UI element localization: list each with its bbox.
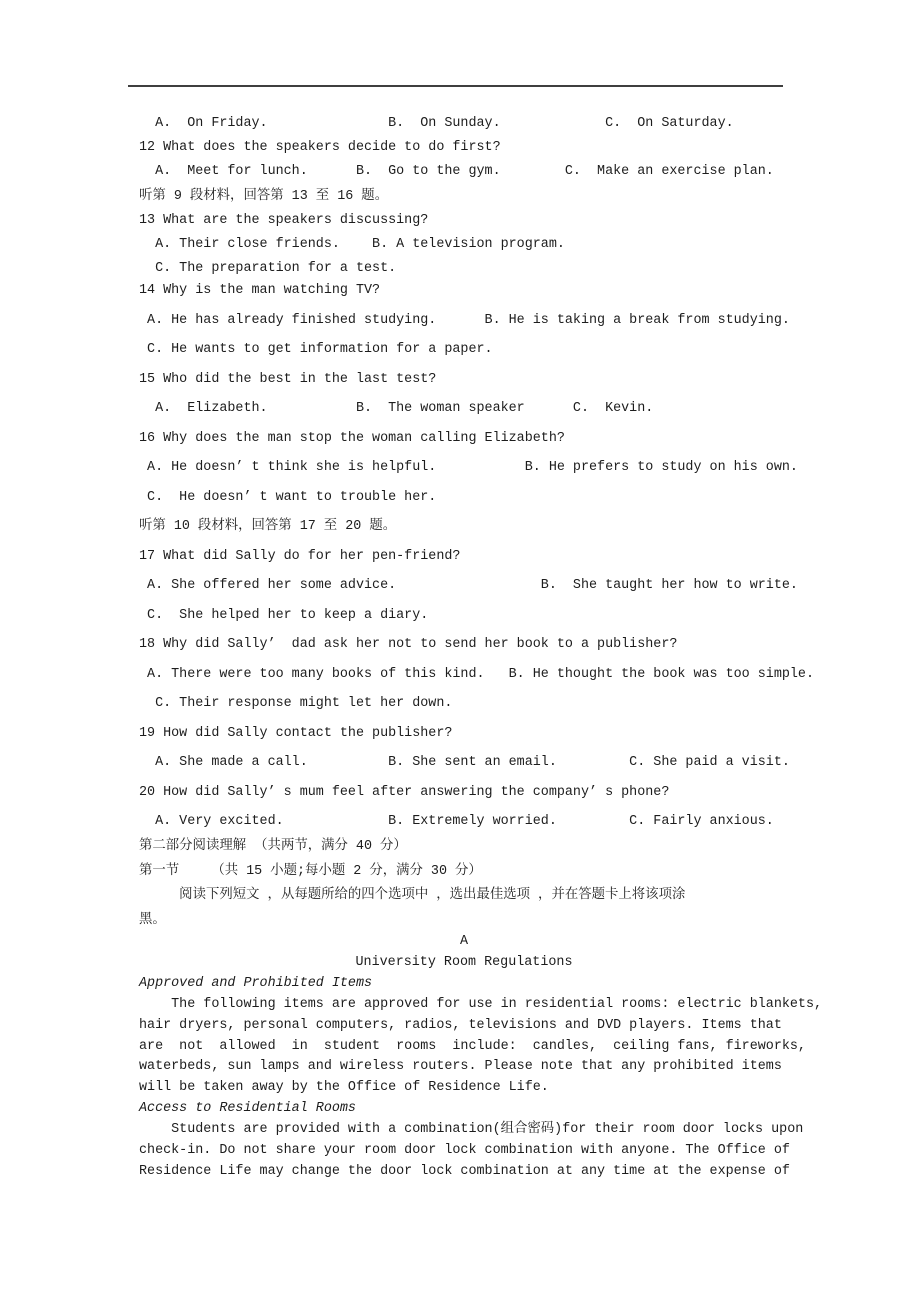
reading-section-header xyxy=(139,835,839,933)
q11-options-line: A. On Friday. B. On Sunday. C. On Saturday. xyxy=(139,116,734,131)
q18-options-ab-line: A. There were too many books of this kind. B. He thought the book was too simple. xyxy=(139,666,814,682)
listening-material-9-instruction: 听第 9 段材料，回答第 13 至 16 题。 xyxy=(139,188,389,204)
passage-para1-line-5: will be taken away by the Office of Residence Life. xyxy=(139,1080,549,1096)
q13-option-c-line: C. The preparation for a test. xyxy=(139,261,397,277)
passage-heading-access-rooms: Access to Residential Rooms xyxy=(139,1101,356,1117)
q20-options-line: A. Very excited. B. Extremely worried. C. Fairly anxious. xyxy=(139,814,774,829)
passage-para2-line-3: Residence Life may change the door lock combination at any time at the expense of xyxy=(139,1163,790,1179)
header-divider-line xyxy=(128,85,783,87)
q18-option-c-line: C. Their response might let her down. xyxy=(139,696,453,711)
q19-options-line: A. She made a call. B. She sent an email. C. She paid a visit. xyxy=(139,755,790,770)
q16-option-c-line: C. He doesn’ t want to trouble her. xyxy=(139,489,437,505)
reading-instruction-line-1: 阅读下列短文 ，从每题所给的四个选项中 ，选出最佳选项 ，并在答题卡上将该项涂 xyxy=(139,888,686,904)
q12-question-line: 12 What does the speakers decide to do first? xyxy=(139,140,501,156)
listening-material-10-instruction: 听第 10 段材料，回答第 17 至 20 题。 xyxy=(139,519,397,534)
passage-title: University Room Regulations xyxy=(355,954,573,970)
passage-para1-line-3: are not allowed in student rooms include: candles, ceiling fans, fireworks, xyxy=(139,1038,806,1054)
q13-options-ab-line: A. Their close friends. B. A television program. xyxy=(139,237,565,253)
section1-header-line: 第一节 （共 15 小题;每小题 2 分，满分 30 分） xyxy=(139,863,482,879)
q16-options-ab-line: A. He doesn’ t think she is helpful. B. He prefers to study on his own. xyxy=(139,460,798,475)
q14-option-c-line: C. He wants to get information for a paper. xyxy=(139,342,493,357)
q13-question-line: 13 What are the speakers discussing? xyxy=(139,212,429,228)
q17-option-c-line: C. She helped her to keep a diary. xyxy=(139,607,429,623)
listening-questions-11-13 xyxy=(139,112,839,281)
reading-instruction-line-2: 黑。 xyxy=(139,912,166,928)
part2-header-line: 第二部分阅读理解 （共两节，满分 40 分） xyxy=(139,839,407,854)
passage-para1-line-4: waterbeds, sun lamps and wireless routers. Please note that any prohibited items xyxy=(139,1059,782,1075)
passage-para2-line-2: check-in. Do not share your room door lock combination with anyone. The Office of xyxy=(139,1143,790,1159)
q14-options-ab-line: A. He has already finished studying. B. He is taking a break from studying. xyxy=(139,312,790,328)
passage-para2-line-1: Students are provided with a combination(组合密码)for their room door locks upon xyxy=(139,1122,804,1138)
q14-question-line: 14 Why is the man watching TV? xyxy=(139,283,381,298)
q19-question-line: 19 How did Sally contact the publisher? xyxy=(139,725,453,741)
q12-options-line: A. Meet for lunch. B. Go to the gym. C. Make an exercise plan. xyxy=(139,164,774,180)
q20-question-line: 20 How did Sally’ s mum feel after answering the company’ s phone? xyxy=(139,784,670,800)
q18-question-line: 18 Why did Sally’ dad ask her not to send her book to a publisher? xyxy=(139,637,678,652)
passage-label-a: A xyxy=(459,934,469,949)
passage-para1-line-2: hair dryers, personal computers, radios, televisions and DVD players. Items that xyxy=(139,1017,782,1033)
q15-question-line: 15 Who did the best in the last test? xyxy=(139,371,437,387)
q16-question-line: 16 Why does the man stop the woman calling Elizabeth? xyxy=(139,430,565,446)
passage-heading-approved-items: Approved and Prohibited Items xyxy=(139,975,373,991)
q17-question-line: 17 What did Sally do for her pen-friend? xyxy=(139,548,461,564)
passage-para1-line-1: The following items are approved for use in residential rooms: electric blankets, xyxy=(139,996,823,1012)
listening-questions-14-20 xyxy=(139,276,839,837)
reading-passage-a xyxy=(139,932,823,1183)
q15-options-line: A. Elizabeth. B. The woman speaker C. Kevin. xyxy=(139,401,654,416)
q17-options-ab-line: A. She offered her some advice. B. She taught her how to write. xyxy=(139,578,798,593)
